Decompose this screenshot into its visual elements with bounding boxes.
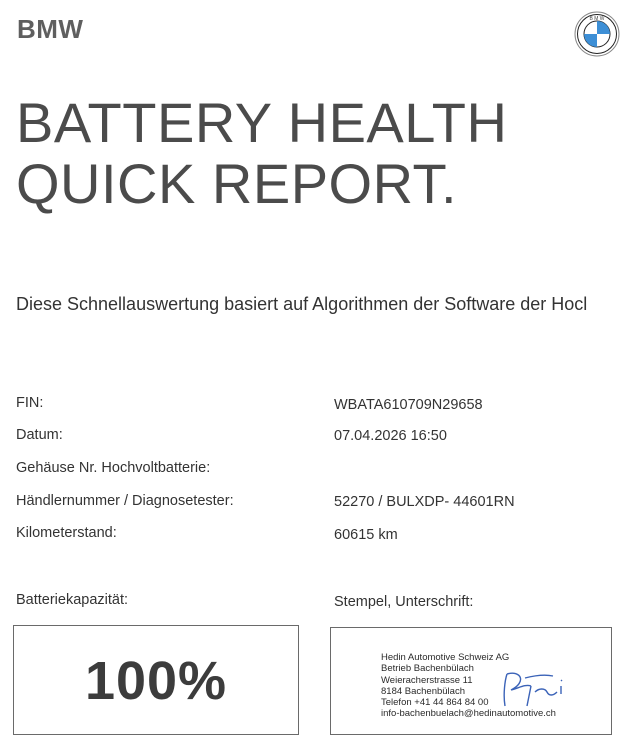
datum-value: 07.04.2026 16:50 [334, 428, 447, 444]
intro-text: Diese Schnellauswertung basiert auf Algorithmen der Software der Hocl [16, 294, 588, 314]
title-line-2: QUICK REPORT. [16, 152, 458, 215]
stamp-line: Weieracherstrasse 11 [381, 674, 473, 686]
report-title [16, 92, 507, 214]
stamp-box [330, 627, 612, 735]
mileage-label: Kilometerstand: [16, 525, 117, 541]
mileage-value: 60615 km [334, 527, 398, 543]
handwritten-signature [491, 666, 601, 712]
stamp-label: Stempel, Unterschrift: [334, 594, 474, 610]
svg-text:B M W: B M W [589, 16, 605, 22]
fin-value: WBATA610709N29658 [334, 397, 483, 413]
bmw-roundel-logo [574, 11, 620, 57]
stamp-line: Betrieb Bachenbülach [381, 663, 474, 675]
datum-label: Datum: [16, 427, 63, 443]
capacity-label: Batteriekapazität: [16, 592, 129, 608]
stamp-line: 8184 Bachenbülach [381, 685, 465, 697]
stamp-line: info-bachenbuelach@hedinautomotive.ch [381, 708, 556, 720]
stamp-line: Hedin Automotive Schweiz AG [381, 652, 510, 663]
dealer-number-label: Händlernummer / Diagnosetester: [16, 493, 234, 509]
dealer-number-value: 52270 / BULXDP- 44601RN [334, 494, 515, 510]
battery-housing-label: Gehäuse Nr. Hochvoltbatterie: [16, 460, 211, 476]
capacity-value: 100% [84, 651, 228, 711]
title-line-1: BATTERY HEALTH [16, 91, 508, 154]
bmw-wordmark: BMW [17, 14, 84, 44]
capacity-box [13, 625, 299, 735]
fin-label: FIN: [16, 395, 44, 411]
stamp-line: Telefon +41 44 864 84 00 [381, 697, 489, 709]
